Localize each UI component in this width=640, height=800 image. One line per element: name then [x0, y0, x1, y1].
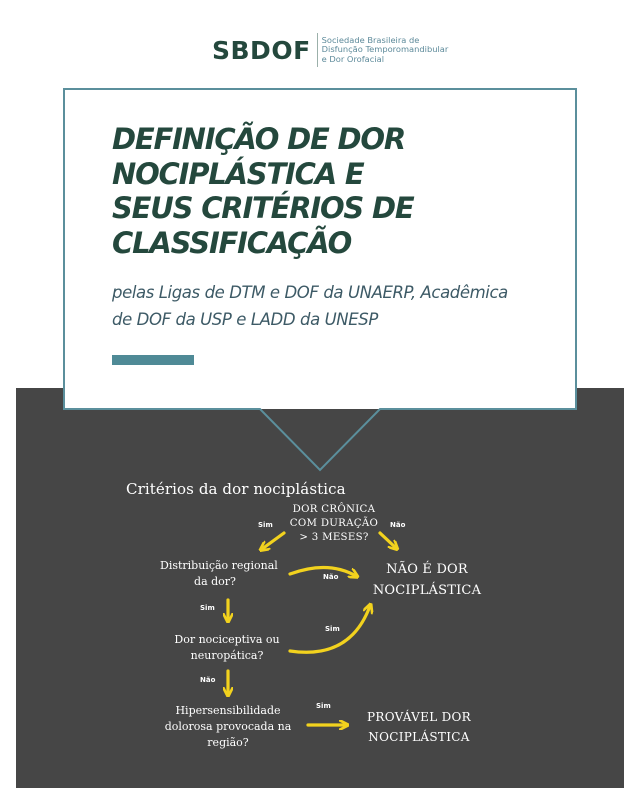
arrow-start-yes [262, 533, 284, 549]
label-q1-no: Não [323, 573, 339, 581]
node-line: Distribuição regional [160, 559, 278, 572]
title-line: DEFINIÇÃO DE DOR [112, 122, 405, 156]
logo-line: Sociedade Brasileira de [321, 34, 420, 45]
node-line: neuropática? [190, 649, 264, 662]
node-line: DOR CRÔNICA [292, 504, 376, 515]
node-line: > 3 MESES? [299, 532, 369, 543]
title-line: SEUS CRITÉRIOS DE [112, 191, 414, 225]
label-q2-no: Não [200, 676, 216, 684]
node-chronic-pain [284, 503, 384, 545]
logo-line: Disfunção Temporomandibular [321, 44, 449, 55]
node-line: NOCIPLÁSTICA [372, 583, 482, 598]
node-line: PROVÁVEL DOR [367, 710, 471, 724]
label-q1-yes: Sim [200, 604, 215, 612]
node-line: COM DURAÇÃO [289, 518, 379, 529]
logo-mark: SBDOF [212, 35, 311, 65]
label-q2-yes: Sim [325, 625, 340, 633]
node-line: Dor nociceptiva ou [174, 633, 280, 646]
subtitle-line: pelas Ligas de DTM e DOF da UNAERP, Acadêmica [112, 283, 508, 302]
label-start-yes: Sim [258, 521, 273, 529]
flowchart-title: Critérios da dor nociplástica [126, 480, 346, 498]
title-line: NOCIPLÁSTICA E [112, 156, 364, 191]
label-q3-yes: Sim [316, 702, 331, 710]
node-line: dolorosa provocada na [164, 720, 292, 733]
label-start-no: Não [390, 521, 406, 529]
node-regional-distribution [160, 558, 278, 590]
title-line: CLASSIFICAÇÃO [112, 225, 352, 260]
subtitle-line: de DOF da USP e LADD da UNESP [112, 310, 378, 329]
node-nociceptive-neuropathic [168, 632, 286, 664]
result-not-nociplastic [362, 559, 492, 601]
node-hypersensitivity [160, 703, 296, 751]
logo-line: e Dor Orofacial [321, 53, 385, 64]
result-probable-nociplastic [358, 707, 480, 747]
node-line: Hipersensibilidade [175, 704, 281, 717]
node-line: NOCIPLÁSTICA [368, 730, 470, 744]
node-line: NÃO É DOR [386, 562, 468, 577]
node-line: região? [207, 736, 249, 749]
node-line: da dor? [194, 575, 236, 588]
